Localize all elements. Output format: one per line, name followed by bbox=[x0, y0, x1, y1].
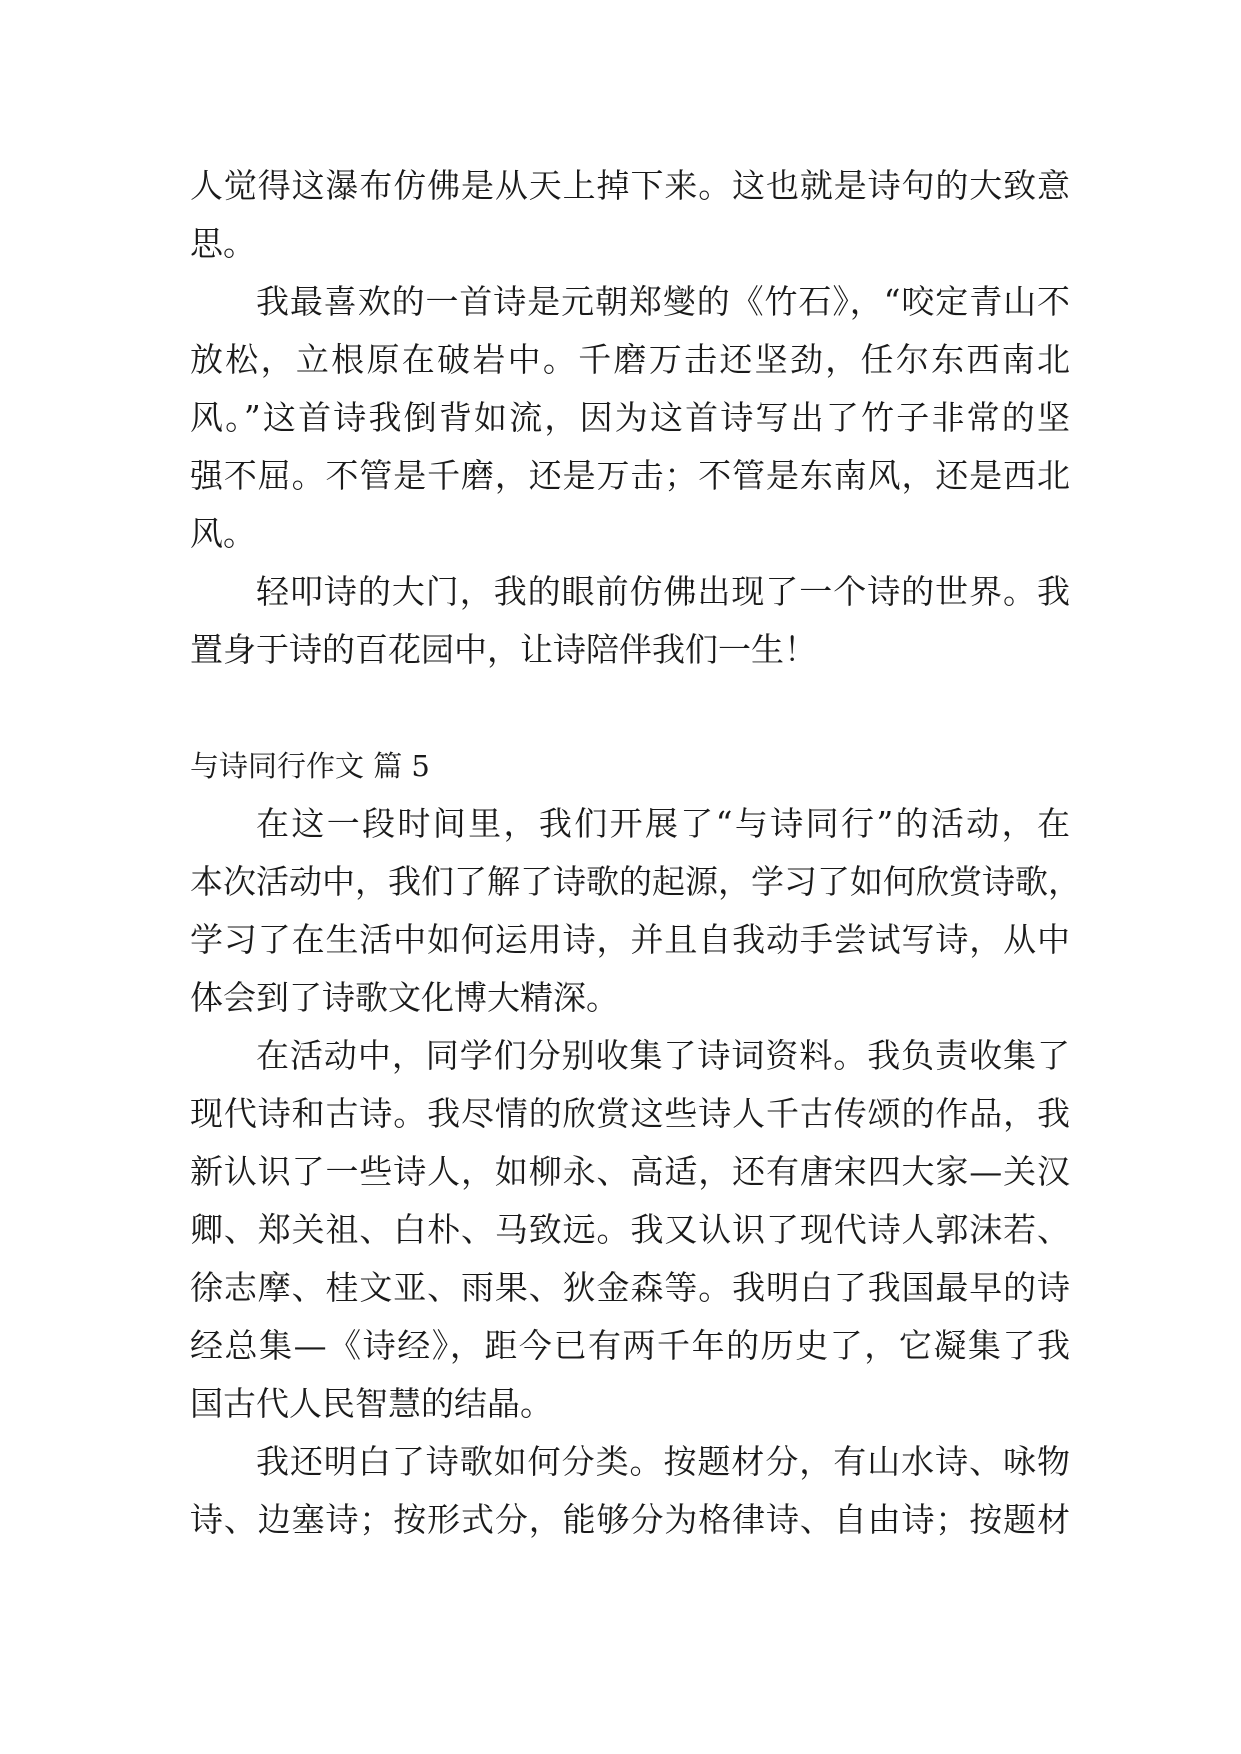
text-line: 国古代人民智慧的结晶。 bbox=[190, 1384, 553, 1423]
text-line: 风。 bbox=[190, 514, 256, 553]
text-line: 放松，立根原在破岩中。千磨万击还坚劲，任尔东西南北 bbox=[190, 340, 1070, 379]
text-line: 强不屈。不管是千磨，还是万击；不管是东南风，还是西北 bbox=[190, 456, 1070, 495]
text-line: 我还明白了诗歌如何分类。按题材分，有山水诗、咏物 bbox=[256, 1442, 1070, 1481]
text-line: 风。”这首诗我倒背如流，因为这首诗写出了竹子非常的坚 bbox=[190, 398, 1070, 437]
text-line: 现代诗和古诗。我尽情的欣赏这些诗人千古传颂的作品，我 bbox=[190, 1094, 1070, 1133]
text-line: 经总集—《诗经》，距今已有两千年的历史了，它凝集了我 bbox=[190, 1326, 1070, 1365]
text-line: 思。 bbox=[190, 224, 256, 263]
text-line: 在这一段时间里，我们开展了“与诗同行”的活动，在 bbox=[256, 804, 1070, 843]
text-line: 学习了在生活中如何运用诗，并且自我动手尝试写诗，从中 bbox=[190, 920, 1070, 959]
text-line: 诗、边塞诗；按形式分，能够分为格律诗、自由诗；按题材 bbox=[190, 1500, 1070, 1539]
text-line: 体会到了诗歌文化博大精深。 bbox=[190, 978, 619, 1017]
text-line: 本次活动中，我们了解了诗歌的起源，学习了如何欣赏诗歌， bbox=[190, 862, 1081, 901]
text-line: 轻叩诗的大门，我的眼前仿佛出现了一个诗的世界。我 bbox=[256, 572, 1070, 611]
text-line: 我最喜欢的一首诗是元朝郑燮的《竹石》，“咬定青山不 bbox=[256, 282, 1070, 321]
text-line: 置身于诗的百花园中，让诗陪伴我们一生！ bbox=[190, 630, 817, 669]
text-line: 卿、郑关祖、白朴、马致远。我又认识了现代诗人郭沫若、 bbox=[190, 1210, 1070, 1249]
text-line: 在活动中，同学们分别收集了诗词资料。我负责收集了 bbox=[256, 1036, 1070, 1075]
section-heading: 与诗同行作文 篇 5 bbox=[190, 749, 430, 783]
text-line: 新认识了一些诗人，如柳永、高适，还有唐宋四大家—关汉 bbox=[190, 1152, 1070, 1191]
text-line: 人觉得这瀑布仿佛是从天上掉下来。这也就是诗句的大致意 bbox=[190, 166, 1070, 205]
text-line: 徐志摩、桂文亚、雨果、狄金森等。我明白了我国最早的诗 bbox=[190, 1268, 1070, 1307]
